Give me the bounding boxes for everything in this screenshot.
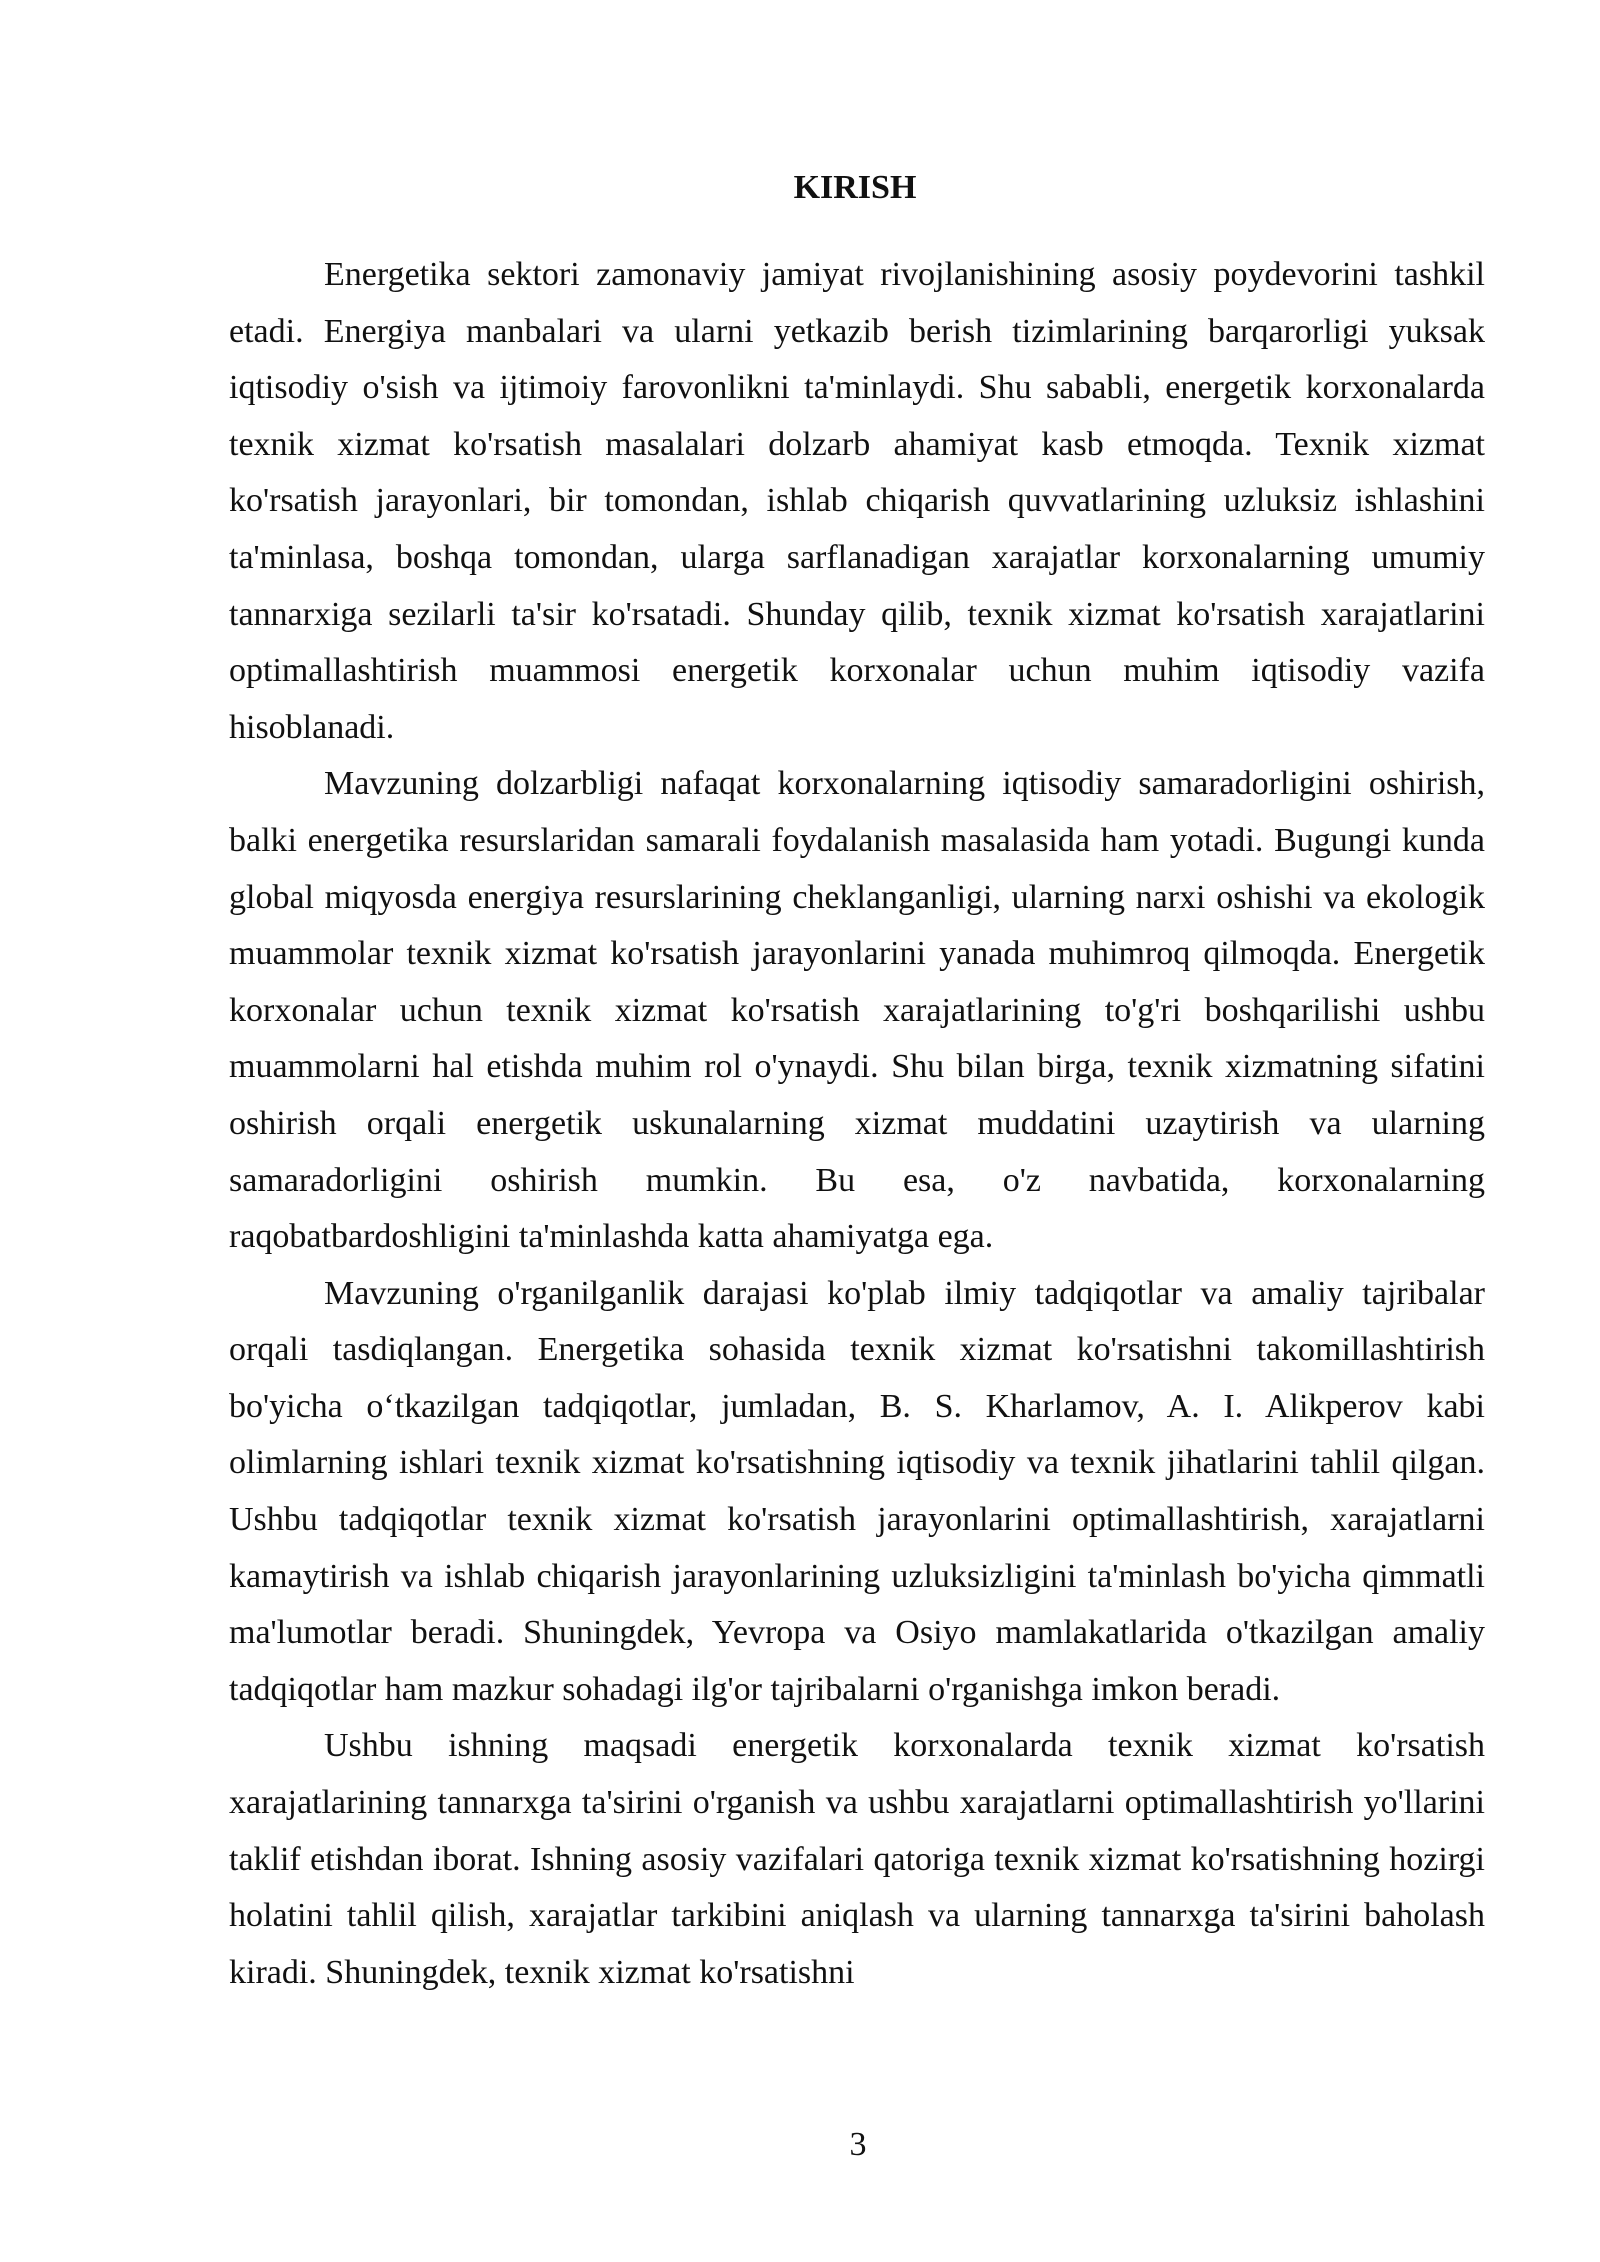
paragraph: Energetika sektori zamonaviy jamiyat rivojlanishining asosiy poydevorini tashkil etadi. Energiya manbalari va ularni yetkazib berish tizimlarining barqarorligi yuksak iqtisodiy o'sish va ijtimoiy farovonlikni ta'minlaydi. Shu sababli, energetik korxonalarda texnik xizmat ko'rsatish masalalari dolzarb ahamiyat kasb etmoqda. Texnik xizmat ko'rsatish jarayonlari, bir tomondan, ishlab chiqarish quvvatlarining uzluksiz ishlashini ta'minlasa, boshqa tomondan, ularga sarflanadigan xarajatlar korxonalarning umumiy tannarxiga sezilarli ta'sir ko'rsatadi. Shunday qilib, texnik xizmat ko'rsatish xarajatlarini optimallashtirish muammosi energetik korxonalar uchun muhim iqtisodiy vazifa hisoblanadi.: [229, 256, 1485, 746]
paragraph: Ushbu ishning maqsadi energetik korxonalarda texnik xizmat ko'rsatish xarajatlarining tannarxga ta'sirini o'rganish va ushbu xarajatlarni optimallashtirish yo'llarini taklif etishdan iborat. Ishning asosiy vazifalari qatoriga texnik xizmat ko'rsatishning hozirgi holatini tahlil qilish, xarajatlar tarkibini aniqlash va ularning tannarxga ta'sirini baholash kiradi. Shuningdek, texnik xizmat ko'rsatishni: [229, 1727, 1485, 1991]
paragraph: Mavzuning dolzarbligi nafaqat korxonalarning iqtisodiy samaradorligini oshirish, balki energetika resurslaridan samarali foydalanish masalasida ham yotadi. Bugungi kunda global miqyosda energiya resurslarining cheklanganligi, ularning narxi oshishi va ekologik muammolar texnik xizmat ko'rsatish jarayonlarini yanada muhimroq qilmoqda. Energetik korxonalar uchun texnik xizmat ko'rsatish xarajatlarining to'g'ri boshqarilishi ushbu muammolarni hal etishda muhim rol o'ynaydi. Shu bilan birga, texnik xizmatning sifatini oshirish orqali energetik uskunalarning xizmat muddatini uzaytirish va ularning samaradorligini oshirish mumkin. Bu esa, o'z navbatida, korxonalarning raqobatbardoshligini ta'minlashda katta ahamiyatga ega.: [229, 765, 1485, 1256]
paragraph: Mavzuning o'rganilganlik darajasi ko'plab ilmiy tadqiqotlar va amaliy tajribalar orqali tasdiqlangan. Energetika sohasida texnik xizmat ko'rsatishni takomillashtirish bo'yicha o‘tkazilgan tadqiqotlar, jumladan, B. S. Kharlamov, A. I. Alikperov kabi olimlarning ishlari texnik xizmat ko'rsatishning iqtisodiy va texnik jihatlarini tahlil qilgan. Ushbu tadqiqotlar texnik xizmat ko'rsatish jarayonlarini optimallashtirish, xarajatlarni kamaytirish va ishlab chiqarish jarayonlarining uzluksizligini ta'minlash bo'yicha qimmatli ma'lumotlar beradi. Shuningdek, Yevropa va Osiyo mamlakatlarida o'tkazilgan amaliy tadqiqotlar ham mazkur sohadagi ilg'or tajribalarni o'rganishga imkon beradi.: [229, 1274, 1485, 1708]
page-number: 3: [849, 2126, 867, 2163]
section-heading: KIRISH: [793, 169, 917, 206]
body-text: [229, 247, 1485, 2001]
